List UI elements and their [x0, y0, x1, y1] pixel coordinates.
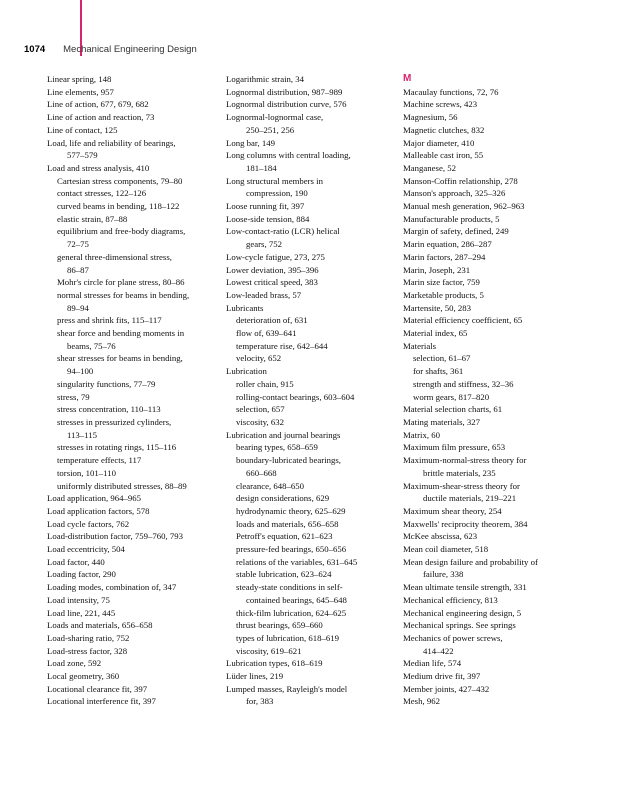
index-subentry: 414–422 — [423, 645, 454, 656]
index-subentry: boundary-lubricated bearings, — [236, 455, 341, 466]
index-entry: Magnesium, 56 — [403, 112, 458, 123]
index-subentry: worm gears, 817–820 — [413, 391, 490, 402]
index-entry: Loads and materials, 656–658 — [47, 620, 153, 631]
index-subentry: stresses in rotating rings, 115–116 — [57, 442, 177, 453]
index-entry: Maximum film pressure, 653 — [403, 442, 506, 453]
index-entry: Load factor, 440 — [47, 556, 105, 567]
index-entry: Locational clearance fit, 397 — [47, 683, 148, 694]
index-subentry: hydrodynamic theory, 625–629 — [236, 505, 346, 516]
index-entry: Local geometry, 360 — [47, 671, 120, 682]
index-column-3 — [403, 73, 603, 708]
index-entry: Load, life and reliability of bearings, — [47, 137, 176, 148]
index-subentry: failure, 338 — [423, 569, 464, 580]
index-subentry: stress concentration, 110–113 — [57, 404, 161, 415]
index-subentry: loads and materials, 656–658 — [236, 518, 339, 529]
index-subentry: thrust bearings, 659–660 — [236, 620, 323, 631]
index-entry: Lognormal distribution curve, 576 — [226, 99, 347, 110]
index-entry: Load application, 964–965 — [47, 493, 142, 504]
index-subentry: torsion, 101–110 — [57, 467, 116, 478]
index-entry: Load intensity, 75 — [47, 594, 110, 605]
index-subentry: normal stresses for beams in bending, — [57, 289, 190, 300]
index-entry: Load application factors, 578 — [47, 505, 150, 516]
index-subentry: 113–115 — [67, 429, 97, 440]
index-subentry: Mohr's circle for plane stress, 80–86 — [57, 277, 185, 288]
index-subentry: contained bearings, 645–648 — [246, 594, 347, 605]
index-entry: Mean design failure and probability of — [403, 556, 538, 567]
index-subentry: singularity functions, 77–79 — [57, 378, 156, 389]
index-entry: McKee abscissa, 623 — [403, 531, 478, 542]
index-subentry: stable lubrication, 623–624 — [236, 569, 332, 580]
index-subentry: 94–100 — [67, 366, 94, 377]
index-subentry: clearance, 648–650 — [236, 480, 305, 491]
index-subentry: selection, 61–67 — [413, 353, 471, 364]
index-entry: Mean ultimate tensile strength, 331 — [403, 582, 527, 593]
index-entry: Marin size factor, 759 — [403, 277, 480, 288]
index-subentry: flow of, 639–641 — [236, 328, 297, 339]
index-entry: Load-stress factor, 328 — [47, 645, 128, 656]
index-entry: Materials — [403, 340, 437, 351]
index-subentry: shear force and bending moments in — [57, 328, 185, 339]
index-subentry: roller chain, 915 — [236, 378, 294, 389]
index-subentry: temperature effects, 117 — [57, 455, 142, 466]
index-entry: Loose running fit, 397 — [226, 201, 305, 212]
index-entry: Marketable products, 5 — [403, 289, 484, 300]
index-subentry: Petroff's equation, 621–623 — [236, 531, 333, 542]
index-entry: Mating materials, 327 — [403, 416, 481, 427]
index-entry: Material selection charts, 61 — [403, 404, 503, 415]
index-column-1 — [47, 73, 217, 708]
index-subentry: curved beams in bending, 118–122 — [57, 201, 180, 212]
index-entry: Major diameter, 410 — [403, 137, 475, 148]
index-subentry: 181–184 — [246, 162, 277, 173]
index-subentry: selection, 657 — [236, 404, 285, 415]
index-entry: Low-contact-ratio (LCR) helical — [226, 226, 340, 237]
index-subentry: rolling-contact bearings, 603–604 — [236, 391, 355, 402]
index-subentry: strength and stiffness, 32–36 — [413, 378, 514, 389]
index-subentry: for shafts, 361 — [413, 366, 464, 377]
index-entry: Member joints, 427–432 — [403, 683, 490, 694]
index-subentry: beams, 75–76 — [67, 340, 116, 351]
index-entry: Load and stress analysis, 410 — [47, 162, 150, 173]
index-subentry: elastic strain, 87–88 — [57, 213, 128, 224]
index-entry: Loading modes, combination of, 347 — [47, 582, 177, 593]
index-entry: Mechanics of power screws, — [403, 632, 503, 643]
index-entry: Malleable cast iron, 55 — [403, 150, 484, 161]
index-subentry: press and shrink fits, 115–117 — [57, 315, 162, 326]
index-entry: Load eccentricity, 504 — [47, 544, 125, 555]
index-subentry: 89–94 — [67, 302, 89, 313]
index-entry: Load zone, 592 — [47, 658, 102, 669]
index-subentry: stresses in pressurized cylinders, — [57, 416, 172, 427]
index-entry: Loading factor, 290 — [47, 569, 116, 580]
index-column-2 — [226, 73, 396, 708]
index-subentry: compression, 190 — [246, 188, 308, 199]
index-subentry: 660–668 — [246, 467, 277, 478]
index-entry: Manganese, 52 — [403, 162, 456, 173]
index-entry: Manufacturable products, 5 — [403, 213, 500, 224]
index-entry: Marin, Joseph, 231 — [403, 264, 471, 275]
running-header — [24, 44, 197, 55]
index-entry: Manson-Coffin relationship, 278 — [403, 175, 518, 186]
index-entry: Load cycle factors, 762 — [47, 518, 130, 529]
index-subentry: thick-film lubrication, 624–625 — [236, 607, 347, 618]
index-entry: Line elements, 957 — [47, 86, 114, 97]
index-entry: Load-distribution factor, 759–760, 793 — [47, 531, 183, 542]
index-entry: Lognormal distribution, 987–989 — [226, 86, 343, 97]
index-entry: Mechanical engineering design, 5 — [403, 607, 522, 618]
index-entry: Martensite, 50, 283 — [403, 302, 472, 313]
index-subentry: contact stresses, 122–126 — [57, 188, 147, 199]
index-entry: Long columns with central loading, — [226, 150, 351, 161]
index-entry: Lognormal-lognormal case, — [226, 112, 324, 123]
index-entry: Loose-side tension, 884 — [226, 213, 310, 224]
index-subentry: viscosity, 619–621 — [236, 645, 302, 656]
index-entry: Maximum shear theory, 254 — [403, 505, 502, 516]
index-entry: Lowest critical speed, 383 — [226, 277, 318, 288]
index-subentry: brittle materials, 235 — [423, 467, 496, 478]
index-entry: Maxwells' reciprocity theorem, 384 — [403, 518, 528, 529]
index-subentry: bearing types, 658–659 — [236, 442, 318, 453]
index-entry: Line of action and reaction, 73 — [47, 112, 155, 123]
index-subentry: equilibrium and free-body diagrams, — [57, 226, 186, 237]
index-subentry: stress, 79 — [57, 391, 90, 402]
index-subentry: for, 383 — [246, 696, 274, 707]
index-entry: Matrix, 60 — [403, 429, 440, 440]
index-subentry: design considerations, 629 — [236, 493, 330, 504]
index-entry: Low-cycle fatigue, 273, 275 — [226, 251, 325, 262]
index-entry: Load line, 221, 445 — [47, 607, 116, 618]
index-entry: Magnetic clutches, 832 — [403, 124, 485, 135]
index-entry: Manual mesh generation, 962–963 — [403, 201, 525, 212]
index-entry: Lumped masses, Rayleigh's model — [226, 683, 348, 694]
index-entry: Marin factors, 287–294 — [403, 251, 486, 262]
index-entry: Long structural members in — [226, 175, 323, 186]
index-subentry: 250–251, 256 — [246, 124, 295, 135]
index-subentry: viscosity, 632 — [236, 416, 285, 427]
index-entry: Lubrication types, 618–619 — [226, 658, 323, 669]
index-entry: Long bar, 149 — [226, 137, 275, 148]
index-subentry: types of lubrication, 618–619 — [236, 632, 340, 643]
index-subentry: shear stresses for beams in bending, — [57, 353, 183, 364]
index-entry: Material efficiency coefficient, 65 — [403, 315, 523, 326]
book-title: Mechanical Engineering Design — [63, 44, 197, 55]
index-subentry: velocity, 652 — [236, 353, 282, 364]
index-entry: Linear spring, 148 — [47, 74, 112, 84]
index-entry: Medium drive fit, 397 — [403, 671, 481, 682]
index-entry: Maximum-shear-stress theory for — [403, 480, 520, 491]
index-entry: Machine screws, 423 — [403, 99, 478, 110]
index-subentry: 86–87 — [67, 264, 89, 275]
index-entry: Locational interference fit, 397 — [47, 696, 156, 707]
index-subentry: gears, 752 — [246, 239, 282, 250]
index-subentry: relations of the variables, 631–645 — [236, 556, 358, 567]
index-entry: Lubrication and journal bearings — [226, 429, 341, 440]
index-subentry: pressure-fed bearings, 650–656 — [236, 544, 347, 555]
index-entry: Mean coil diameter, 518 — [403, 544, 489, 555]
index-entry: Low-leaded brass, 57 — [226, 289, 302, 300]
index-subentry: uniformly distributed stresses, 88–89 — [57, 480, 187, 491]
index-entry: Line of action, 677, 679, 682 — [47, 99, 149, 110]
index-subentry: 577–579 — [67, 150, 98, 161]
index-subentry: general three-dimensional stress, — [57, 251, 172, 262]
index-subentry: deterioration of, 631 — [236, 315, 308, 326]
index-subentry: 72–75 — [67, 239, 89, 250]
index-entry: Line of contact, 125 — [47, 124, 118, 135]
index-entry: Mechanical efficiency, 813 — [403, 594, 498, 605]
index-entry: Median life, 574 — [403, 658, 462, 669]
index-entry: Load-sharing ratio, 752 — [47, 632, 130, 643]
index-entry: Manson's approach, 325–326 — [403, 188, 506, 199]
index-subentry: steady-state conditions in self- — [236, 582, 343, 593]
index-entry: Maximum-normal-stress theory for — [403, 455, 527, 466]
page-number: 1074 — [24, 44, 46, 55]
index-entry: Lubrication — [226, 366, 267, 377]
index-entry: Mesh, 962 — [403, 696, 440, 707]
index-entry: Mechanical springs. See springs — [403, 620, 516, 631]
index-subentry: temperature rise, 642–644 — [236, 340, 328, 351]
index-entry: Lüder lines, 219 — [226, 671, 284, 682]
index-subentry: ductile materials, 219–221 — [423, 493, 517, 504]
index-entry: Lubricants — [226, 302, 264, 313]
index-entry: Margin of safety, defined, 249 — [403, 226, 509, 237]
index-entry: Marin equation, 286–287 — [403, 239, 492, 250]
index-subentry: Cartesian stress components, 79–80 — [57, 175, 183, 186]
index-entry: Lower deviation, 395–396 — [226, 264, 319, 275]
section-heading: M — [403, 73, 412, 84]
index-entry: Logarithmic strain, 34 — [226, 74, 305, 84]
index-entry: Macaulay functions, 72, 76 — [403, 86, 499, 97]
index-entry: Material index, 65 — [403, 328, 468, 339]
